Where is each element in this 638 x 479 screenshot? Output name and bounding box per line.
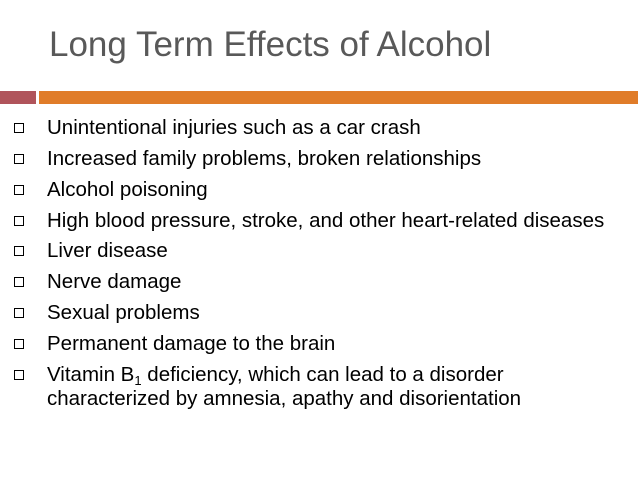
bullet-text-vitamin <box>47 363 521 410</box>
subscript-text: 1 <box>134 373 142 388</box>
bullet-item <box>0 209 638 233</box>
checkbox-icon <box>14 216 24 226</box>
bullet-text: Alcohol poisoning <box>47 178 208 201</box>
bullet-item <box>0 270 638 294</box>
bullet-text: Nerve damage <box>47 270 182 293</box>
bullet-item <box>0 239 638 263</box>
checkbox-icon <box>14 277 24 287</box>
checkbox-icon <box>14 308 24 318</box>
bullet-text: Liver disease <box>47 239 168 262</box>
bullet-text-part: Vitamin B <box>47 363 135 386</box>
bullet-text: Sexual problems <box>47 301 200 324</box>
bullet-text-part: deficiency, which can lead to a disorder characterized by amnesia, apathy and disorientation <box>47 363 522 410</box>
bullet-list <box>0 116 638 418</box>
bullet-item <box>0 147 638 171</box>
title-underline-left-bar <box>0 91 36 104</box>
checkbox-icon <box>14 185 24 195</box>
checkbox-icon <box>14 123 24 133</box>
bullet-text: Unintentional injuries such as a car crash <box>47 116 421 139</box>
bullet-item <box>0 332 638 356</box>
slide-title: Long Term Effects of Alcohol <box>49 25 492 64</box>
bullet-item <box>0 116 638 140</box>
bullet-text: High blood pressure, stroke, and other heart-related diseases <box>47 209 605 232</box>
checkbox-icon <box>14 339 24 349</box>
title-underline-right-bar <box>39 91 638 104</box>
bullet-item <box>0 301 638 325</box>
checkbox-icon <box>14 246 24 256</box>
bullet-text: Increased family problems, broken relationships <box>47 147 482 170</box>
checkbox-icon <box>14 154 24 164</box>
bullet-text: Permanent damage to the brain <box>47 332 336 355</box>
bullet-item <box>0 178 638 202</box>
checkbox-icon <box>14 370 24 380</box>
bullet-item <box>0 363 638 411</box>
